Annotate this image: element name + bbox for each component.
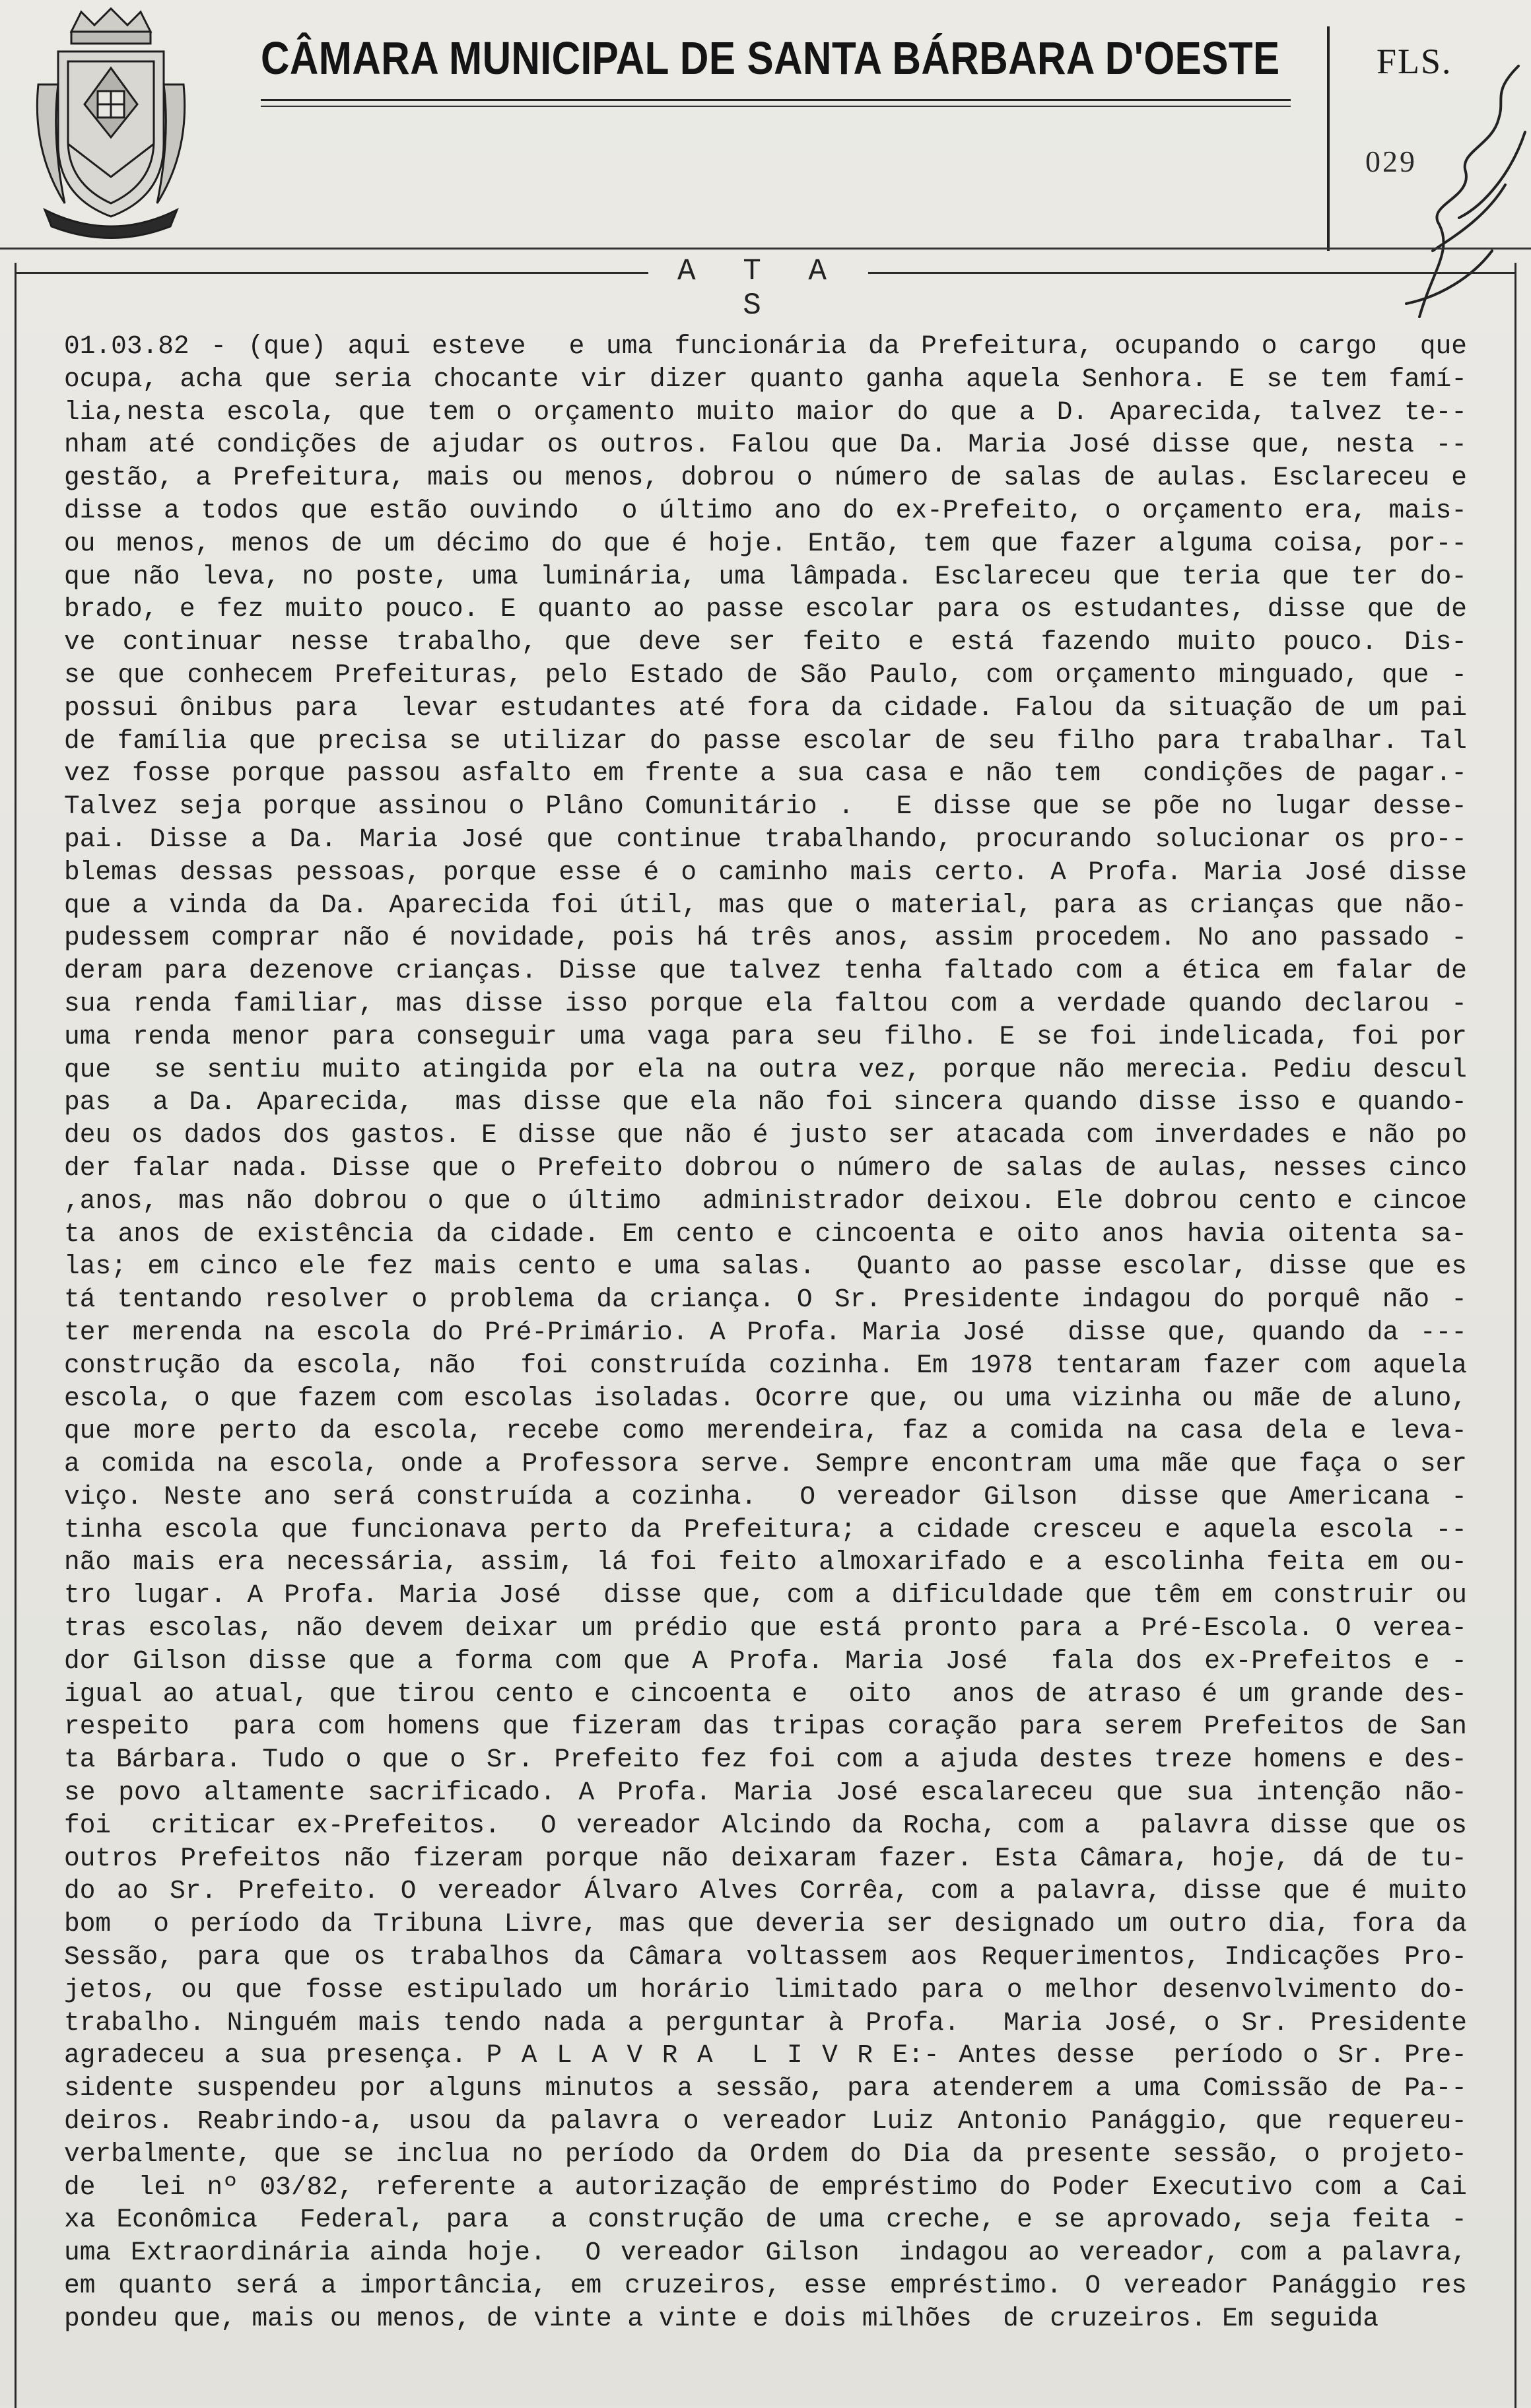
folio-number: 029 bbox=[1365, 145, 1417, 178]
text-line: se que conhecem Prefeituras, pelo Estado de São Paulo, com orçamento minguado, que - bbox=[64, 659, 1467, 690]
text-line: disse a todos que estão ouvindo o último ano do ex-Prefeito, o orçamento era, mais- bbox=[64, 495, 1467, 525]
text-line: nham até condições de ajudar os outros. Falou que Da. Maria José disse que, nesta -- bbox=[64, 430, 1467, 460]
text-line: las; em cinco ele fez mais cento e uma salas. Quanto ao passe escolar, disse que es bbox=[64, 1252, 1467, 1282]
text-line: der falar nada. Disse que o Prefeito dobrou o número de salas de aulas, nesses cinco bbox=[64, 1153, 1467, 1183]
text-line: possui ônibus para levar estudantes até fora da cidade. Falou da situação de um pai bbox=[64, 692, 1467, 723]
text-line: que more perto da escola, recebe como merendeira, faz a comida na casa dela e leva- bbox=[64, 1416, 1467, 1446]
text-line: verbalmente, que se inclua no período da Ordem do Dia da presente sessão, o projeto- bbox=[64, 2139, 1467, 2169]
text-line: pudessem comprar não é novidade, pois há três anos, assim procedem. No ano passado - bbox=[64, 923, 1467, 953]
text-line: escola, o que fazem com escolas isoladas. Ocorre que, ou uma vizinha ou mãe de aluno, bbox=[64, 1383, 1467, 1413]
text-line: ta Bárbara. Tudo o que o Sr. Prefeito fez foi com a ajuda destes treze homens e des- bbox=[64, 1745, 1467, 1775]
text-line: se povo altamente sacrificado. A Profa. Maria José escalareceu que sua intenção não- bbox=[64, 1778, 1467, 1808]
text-line: ,anos, mas não dobrou o que o último administrador deixou. Ele dobrou cento e cincoe bbox=[64, 1186, 1467, 1216]
text-line: pai. Disse a Da. Maria José que continue trabalhando, procurando solucionar os pro-- bbox=[64, 824, 1467, 854]
text-line: não mais era necessária, assim, lá foi feito almoxarifado e a escolinha feita em ou- bbox=[64, 1547, 1467, 1578]
text-line: sua renda familiar, mas disse isso porque ela faltou com a verdade quando declarou - bbox=[64, 988, 1467, 1019]
text-line: tá tentando resolver o problema da criança. O Sr. Presidente indagou do porquê não - bbox=[64, 1285, 1467, 1315]
page-title: CÂMARA MUNICIPAL DE SANTA BÁRBARA D'OESTE bbox=[261, 32, 1280, 84]
text-line: viço. Neste ano será construída a cozinha. O vereador Gilson disse que Americana - bbox=[64, 1481, 1467, 1512]
text-line: pondeu que, mais ou menos, de vinte a vinte e dois milhões de cruzeiros. Em seguida bbox=[64, 2303, 1379, 2333]
frame-top-rule bbox=[868, 272, 1516, 274]
text-line: vez fosse porque passou asfalto em frente a sua casa e não tem condições de pagar.- bbox=[64, 758, 1467, 789]
header-rule bbox=[0, 248, 1531, 250]
text-line: ou menos, menos de um décimo do que é hoje. Então, tem que fazer alguma coisa, por-- bbox=[64, 528, 1467, 558]
text-line: que a vinda da Da. Aparecida foi útil, mas que o material, para as crianças que não- bbox=[64, 890, 1467, 920]
text-line: que não leva, no poste, uma luminária, uma lâmpada. Esclareceu que teria que ter do- bbox=[64, 561, 1467, 591]
text-line: blemas dessas pessoas, porque esse é o caminho mais certo. A Profa. Maria José disse bbox=[64, 857, 1467, 887]
header-divider bbox=[1327, 26, 1330, 251]
text-line: tras escolas, não devem deixar um prédio que está pronto para a Pré-Escola. O verea- bbox=[64, 1613, 1467, 1644]
text-line: Sessão, para que os trabalhos da Câmara voltassem aos Requerimentos, Indicações Pro- bbox=[64, 1942, 1467, 1972]
text-line: de lei nº 03/82, referente a autorização de empréstimo do Poder Executivo com a Cai bbox=[64, 2172, 1467, 2202]
text-line: Talvez seja porque assinou o Plâno Comunitário . E disse que se põe no lugar desse- bbox=[64, 791, 1467, 822]
text-line: bom o período da Tribuna Livre, mas que deveria ser designado um outro dia, fora da bbox=[64, 1909, 1467, 1939]
text-line: foi criticar ex-Prefeitos. O vereador Alcindo da Rocha, com a palavra disse que os bbox=[64, 1810, 1467, 1840]
text-line: tro lugar. A Profa. Maria José disse que, com a dificuldade que têm em construir ou bbox=[64, 1580, 1467, 1611]
text-line: uma renda menor para conseguir uma vaga para seu filho. E se foi indelicada, foi por bbox=[64, 1021, 1467, 1052]
text-line: jetos, ou que fosse estipulado um horário limitado para o melhor desenvolvimento do- bbox=[64, 1974, 1467, 2005]
text-line: brado, e fez muito pouco. E quanto ao passe escolar para os estudantes, disse que de bbox=[64, 594, 1467, 624]
text-line: 01.03.82 - (que) aqui esteve e uma funcionária da Prefeitura, ocupando o cargo que bbox=[64, 331, 1467, 361]
folio-label: FLS. bbox=[1377, 42, 1452, 81]
text-line: ocupa, acha que seria chocante vir dizer quanto ganha aquela Senhora. E se tem famí- bbox=[64, 364, 1467, 394]
text-line: deram para dezenove crianças. Disse que talvez tenha faltado com a ética em falar de bbox=[64, 956, 1467, 986]
text-line: gestão, a Prefeitura, mais ou menos, dobrou o número de salas de aulas. Esclareceu e bbox=[64, 463, 1467, 493]
text-line: deiros. Reabrindo-a, usou da palavra o vereador Luiz Antonio Panággio, que requereu- bbox=[64, 2106, 1467, 2137]
text-line: trabalho. Ninguém mais tendo nada a perguntar à Profa. Maria José, o Sr. Presidente bbox=[64, 2007, 1467, 2038]
text-line: sidente suspendeu por alguns minutos a sessão, para atenderem a uma Comissão de Pa-- bbox=[64, 2073, 1467, 2104]
text-line: agradeceu a sua presença. P A L A V R A L I V R E:- Antes desse período o Sr. Pre- bbox=[64, 2040, 1467, 2071]
text-line: outros Prefeitos não fizeram porque não deixaram fazer. Esta Câmara, hoje, dá de tu- bbox=[64, 1843, 1467, 1873]
coat-of-arms-icon bbox=[32, 5, 190, 243]
text-line: ta anos de existência da cidade. Em cento e cincoenta e oito anos havia oitenta sa- bbox=[64, 1219, 1467, 1249]
text-line: deu os dados dos gastos. E disse que não é justo ser atacada com inverdades e não po bbox=[64, 1120, 1467, 1151]
text-line: ve continuar nesse trabalho, que deve ser feito e está fazendo muito pouco. Dis- bbox=[64, 627, 1467, 657]
text-line: construção da escola, não foi construída cozinha. Em 1978 tentaram fazer com aquela bbox=[64, 1350, 1467, 1380]
text-line: igual ao atual, que tirou cento e cincoenta e oito anos de atraso é um grande des- bbox=[64, 1679, 1467, 1709]
frame-top-rule bbox=[15, 272, 648, 274]
text-line: de família que precisa se utilizar do passe escolar de seu filho para trabalhar. Tal bbox=[64, 725, 1467, 756]
text-line: a comida na escola, onde a Professora serve. Sempre encontram uma mãe que faça o ser bbox=[64, 1449, 1467, 1479]
section-title: A T A S bbox=[677, 254, 842, 323]
text-line: ter merenda na escola do Pré-Primário. A Profa. Maria José disse que, quando da --- bbox=[64, 1317, 1467, 1347]
text-line: lia,nesta escola, que tem o orçamento muito maior do que a D. Aparecida, talvez te-- bbox=[64, 397, 1467, 427]
text-line: dor Gilson disse que a forma com que A Profa. Maria José fala dos ex-Prefeitos e - bbox=[64, 1646, 1467, 1676]
text-line: em quanto será a importância, em cruzeiros, esse empréstimo. O vereador Panággio res bbox=[64, 2271, 1467, 2301]
text-line: respeito para com homens que fizeram das tripas coração para serem Prefeitos de San bbox=[64, 1712, 1467, 1742]
text-line: tinha escola que funcionava perto da Prefeitura; a cidade cresceu e aquela escola -- bbox=[64, 1514, 1467, 1545]
text-line: que se sentiu muito atingida por ela na outra vez, porque não merecia. Pediu descul bbox=[64, 1054, 1467, 1085]
text-line: do ao Sr. Prefeito. O vereador Álvaro Alves Corrêa, com a palavra, disse que é muito bbox=[64, 1876, 1467, 1906]
text-line: xa Econômica Federal, para a construção de uma creche, e se aprovado, seja feita - bbox=[64, 2205, 1467, 2235]
text-line: uma Extraordinária ainda hoje. O vereador Gilson indagou ao vereador, com a palavra, bbox=[64, 2238, 1467, 2268]
text-line: pas a Da. Aparecida, mas disse que ela não foi sincera quando disse isso e quando- bbox=[64, 1087, 1467, 1118]
title-rule bbox=[261, 99, 1291, 101]
title-rule bbox=[261, 106, 1291, 107]
minutes-body bbox=[64, 330, 1467, 2335]
